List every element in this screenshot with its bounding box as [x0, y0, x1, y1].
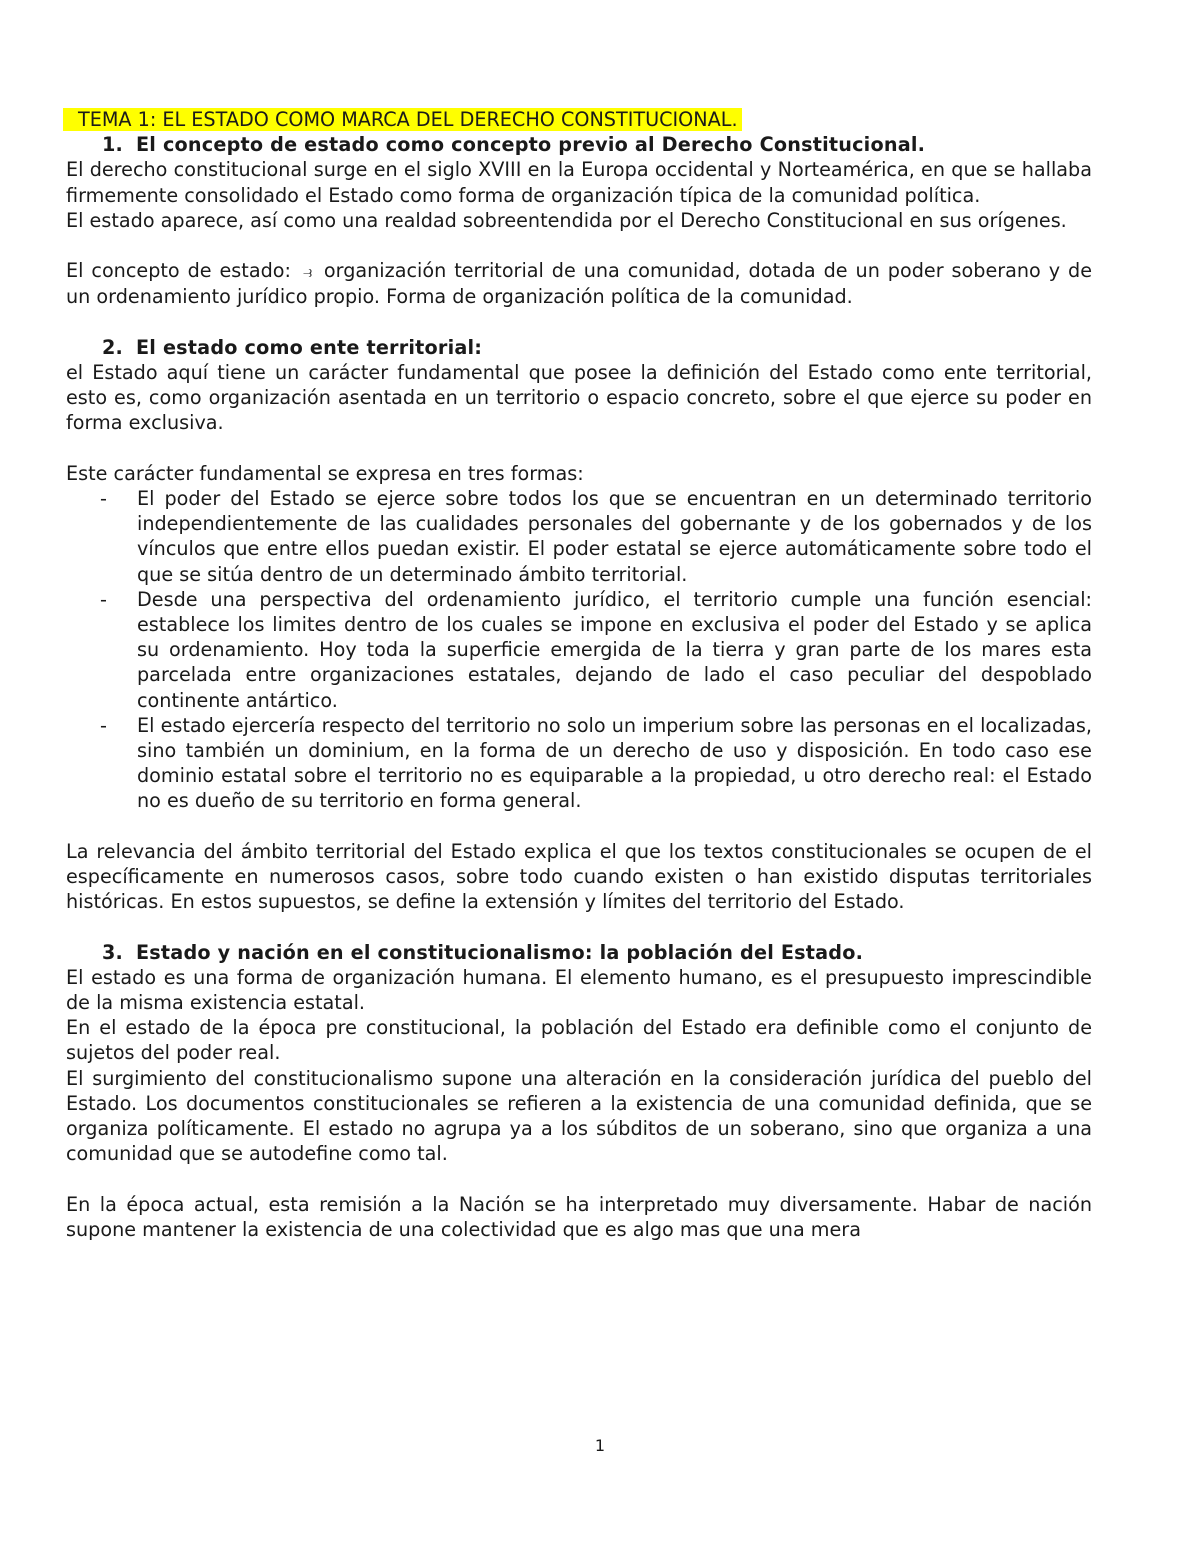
list-intro: Este carácter fundamental se expresa en tres formas:: [66, 461, 584, 485]
definition-text: organización territorial de una comunidad, dotada de un poder soberano y de un ordenamiento jurídico propio. Forma de organización política de la comunidad.: [66, 259, 1093, 309]
section-3-title: Estado y nación en el constitucionalismo: la población del Estado.: [136, 940, 864, 964]
section-2-paragraph: el Estado aquí tiene un carácter fundamental que posee la definición del Estado como ente territorial, esto es, como organización asentada en un territorio o espacio concreto, sobre el que ejerce su poder en forma exclusiva.: [66, 361, 1092, 435]
list-item: [66, 587, 1092, 713]
section-3-paragraph: El surgimiento del constitucionalismo supone una alteración en la consideración jurídica del pueblo del Estado. Los documentos constitucionales se refieren a la existencia de una comunidad definida, que se organiza políticamente. El estado no agrupa ya a los súbditos de un soberano, sino que organiza a una comunidad que se autodefine como tal.: [66, 1066, 1092, 1166]
list-item-text: Desde una perspectiva del ordenamiento jurídico, el territorio cumple una función esencial: establece los limites dentro de los cuales se impone en exclusiva el poder del Estado y se aplica su ordenamiento. Hoy toda la superficie emergida de la tierra y gran parte de los mares esta parcelada entre organizaciones estatales, dejando de lado el caso peculiar del despoblado continente antártico.: [137, 587, 1092, 712]
arrow-icon: ⥽: [302, 262, 312, 282]
section-3-paragraph: En el estado de la época pre constitucional, la población del Estado era definible como el conjunto de sujetos del poder real.: [66, 1016, 1092, 1065]
section-2-title: El estado como ente territorial:: [136, 335, 483, 359]
section-3-number: 3.: [102, 940, 124, 964]
title-line: [66, 107, 1092, 132]
section-3-closing: En la época actual, esta remisión a la Nación se ha interpretado muy diversamente. Habar de nación supone mantener la existencia de una colectividad que es algo mas que una mera: [66, 1192, 1092, 1241]
section-1-paragraph: El estado aparece, así como una realdad sobreentendida por el Derecho Constitucional en sus orígenes.: [66, 208, 1067, 232]
section-1-heading: [66, 132, 1092, 157]
section-2-closing: La relevancia del ámbito territorial del Estado explica el que los textos constitucionales se ocupen de el específicamente en numerosos casos, sobre todo cuando existen o han existido disputas territoriales históricas. En estos supuestos, se define la extensión y límites del territorio del Estado.: [66, 839, 1092, 914]
document-title: TEMA 1: EL ESTADO COMO MARCA DEL DERECHO CONSTITUCIONAL.: [63, 108, 742, 131]
section-1-number: 1.: [102, 133, 124, 157]
list-item: [66, 486, 1092, 587]
list-marker: -: [100, 713, 107, 737]
definition-paragraph: [66, 258, 1092, 309]
document-body: [66, 107, 1092, 1242]
page-number: 1: [594, 1436, 606, 1455]
list-item-text: El poder del Estado se ejerce sobre todos los que se encuentran en un determinado territorio independientemente de las cualidades personales del gobernante y de los gobernados y de los vínculos que entre ellos puedan existir. El poder estatal se ejerce automáticamente sobre todo el que se sitúa dentro de un determinado ámbito territorial.: [137, 487, 1092, 586]
section-3-heading: [66, 940, 1092, 965]
list-item: [66, 713, 1092, 814]
section-1-paragraph: El derecho constitucional surge en el siglo XVIII en la Europa occidental y Norteamérica, en que se hallaba firmemente consolidado el Estado como forma de organización típica de la comunidad política.: [66, 158, 1092, 207]
list-item-text: El estado ejercería respecto del territorio no solo un imperium sobre las personas en el localizadas, sino también un dominium, en la forma de un derecho de uso y disposición. En todo caso ese dominio estatal sobre el territorio no es equiparable a la propiedad, u otro derecho real: el Estado no es dueño de su territorio en forma general.: [137, 713, 1092, 813]
section-1-title: El concepto de estado como concepto previo al Derecho Constitucional.: [136, 133, 926, 157]
list-marker: -: [100, 587, 107, 611]
section-3-paragraph: El estado es una forma de organización humana. El elemento humano, es el presupuesto imprescindible de la misma existencia estatal.: [66, 965, 1092, 1015]
definition-lead: El concepto de estado:: [66, 259, 291, 283]
section-2-heading: [66, 335, 1092, 360]
section-2-number: 2.: [102, 335, 124, 359]
dash-list: [66, 486, 1092, 814]
list-marker: -: [100, 487, 107, 510]
